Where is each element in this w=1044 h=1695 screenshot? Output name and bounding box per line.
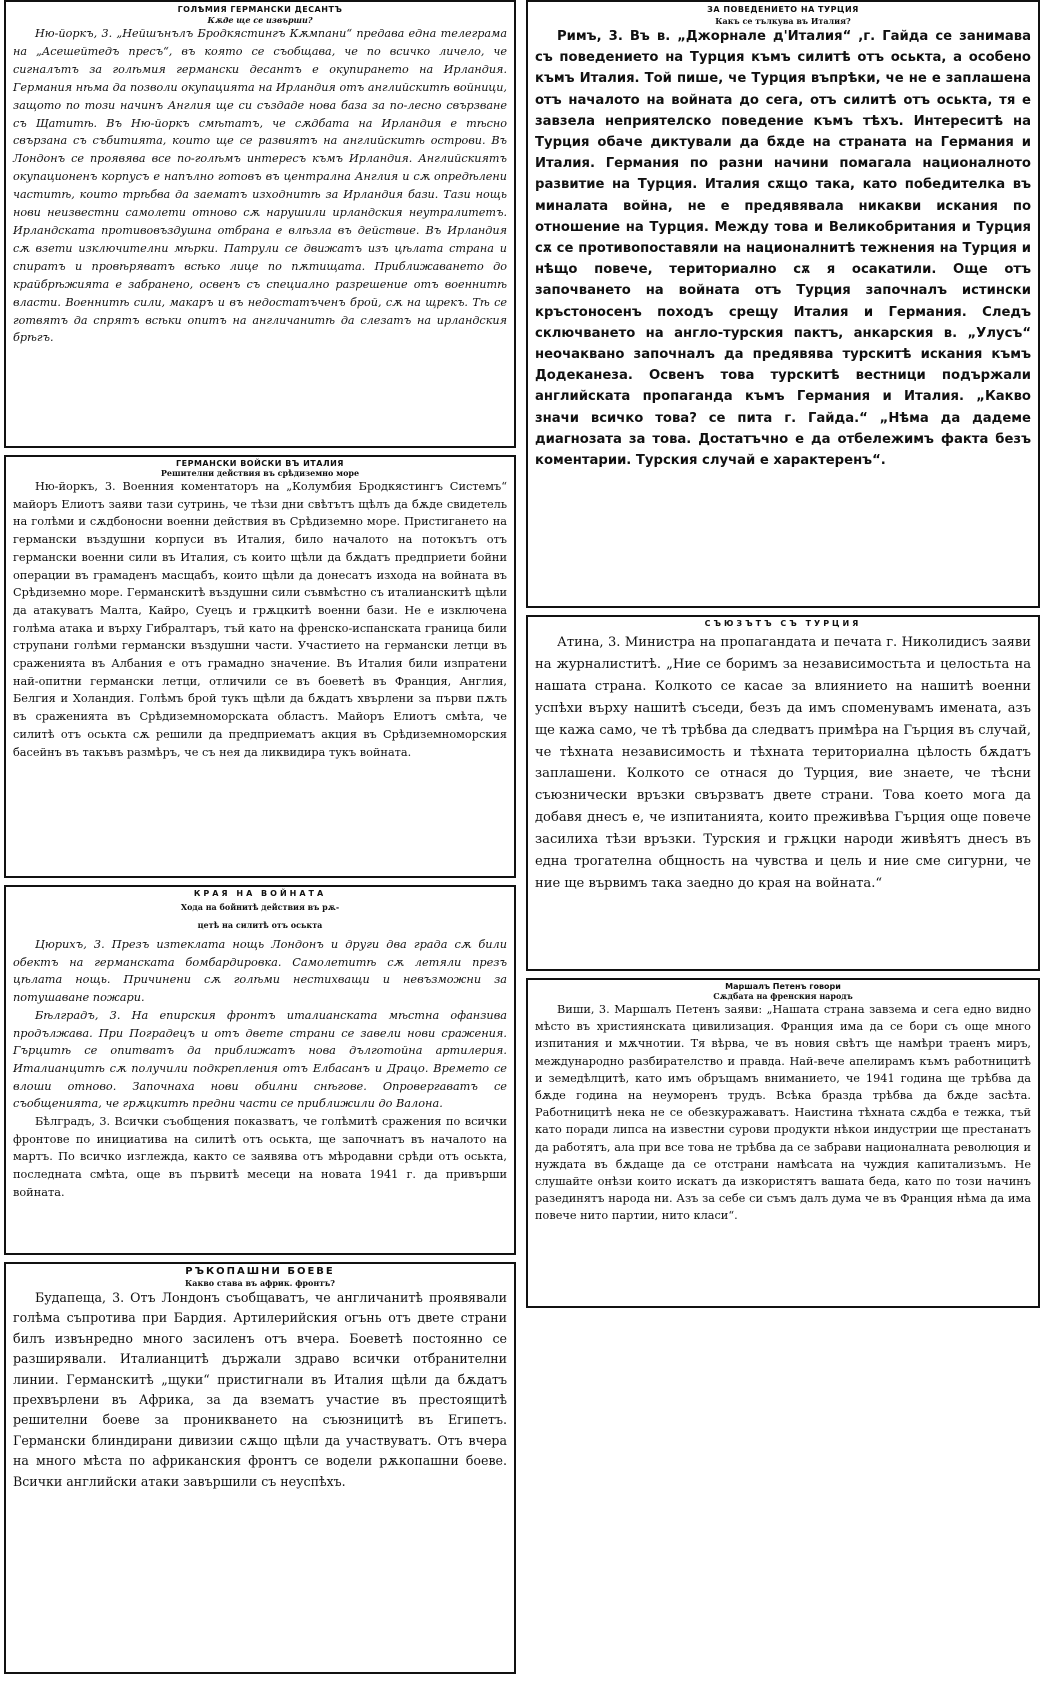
article-end-of-war [4, 885, 516, 1255]
headline: СЪЮЗЪТЪ СЪ ТУРЦИЯ [704, 619, 862, 628]
article-body: Будапеща, 3. Отъ Лондонъ съобщаватъ, че англичанитѣ проявявали голѣма съпротива при Бардия. Артилерийския огънь отъ двете страни билъ извънредно много засиленъ отъ вчера. Боеветѣ постоянно се разширявали. Италианцитѣ държали здраво всички отбранителни линии. Германскитѣ „щуки“ пристигнали въ Италия щѣли да бѫдатъ прехвърлени въ Африка, за да взематъ участие въ престоящитѣ решителни боеве за проникването на съюзницитѣ въ Египетъ. Германски блиндирани дивизии сѫщо щѣли да участвуватъ. Отъ вчера на много мѣста по африканския фронтъ се водели рѫкопашни боеве. Всички английски атаки завършили съ неуспѣхъ. [13, 1290, 507, 1489]
article-body: Виши, 3. Маршалъ Петенъ заяви: „Нашата страна завзема и сега едно видно мѣсто въ християнската цивилизация. Франция има да се бори съ още много изпитания и мѫчнотии. Тя вѣрва, че въ новия свѣтъ ще намѣри траенъ миръ, международно разбирателство и правда. Най-вече апелирамъ къмъ работницитѣ и земедѣлцитѣ, като имъ обръщамъ вниманието, че 1941 година ще трѣбва да бѫде година на неуморенъ трудъ. Всѣка бразда трѣбва да бѫде засѣта. Работницитѣ нека не се обезкуражаватъ. Наистина тѣхната сѫдба е тежка, тъй като поради липса на известни сурови продукти нѣкои индустрии ще престанатъ да работятъ, ала при все това не трѣбва да се забрави националната революция и нуждата въ бѫдаще да се отстрани намѣсата на чуждия капитализъмъ. Не слушайте онѣзи които искатъ да изкористятъ вашата беда, като по този начинъ разединятъ народа ни. Азъ за себе си съмъ далъ дума че въ Франция нѣма да има повече нито партии, нито класи“. [535, 1003, 1031, 1223]
article-paragraph: Бѣлградъ, 3. На епирския фронтъ италианската мѣстна офанзива продължава. При Поградецъ и отъ двете страни се завели нови сражения. Гърцитѣ се опитватъ да приближатъ нова дълготойна артилерия. Италианцитѣ сѫ получили подкрепления отъ Елбасанъ и Драцо. Времето се влоши отново. Започнаха нови обилни снѣгове. Опровергаватъ се съобщенията, че грѫцкитѣ предни части се приближили до Валона. [13, 1008, 507, 1111]
article-paragraph: Цюрихъ, 3. Презъ изтеклата нощь Лондонъ и други два града сѫ били обектъ на германската бомбардировка. Самолетитѣ сѫ летяли презъ цѣлата нощь. Причинени сѫ голѣми нестихващи и невъзможни за потушаване пожари. [13, 938, 507, 1005]
headline: ГЕРМАНСКИ ВОЙСКИ ВЪ ИТАЛИЯ [176, 459, 344, 468]
article-paragraph: Бѣлградъ, 3. Всички съобщения показватъ, че голѣмитѣ сражения по всички фронтове по инициатива на силитѣ отъ оськта, ще започнатъ въ началото на мартъ. По всичко изглежда, както се заявява отъ мѣродавни срѣди отъ оськта, последната смѣта, още въ първитѣ месеци на новата 1941 г. да привърши войната. [13, 1115, 507, 1199]
article-hand-to-hand-battles [4, 1262, 516, 1674]
subheadline: Кѫде ще се извърши? [207, 15, 313, 25]
article-body: Атина, 3. Министра на пропагандата и печата г. Николидисъ заяви на журналиститѣ. „Ние се боримъ за независимостьта и целостьта на нашата страна. Колкото се касае за влиянието на нашитѣ военни успѣхи върху нашитѣ съседи, безъ да имъ споменувамъ имената, азъ ще кажа само, че тѣ трѣбва да следватъ примѣра на Гърция въ случай, че тѣхната независимость и тѣхната териториална цѣлость бѫдатъ заплашени. Колкото се отнася до Турция, вие знаете, че тѣсни съюзнически връзки свързватъ двете страни. Това което мога да добавя днесъ е, че изпитанията, които преживѣва Гърция още повече засилиха тѣзи връзки. Турския и грѫцки народи живѣятъ днесъ въ една трогателна общность на чувства и цель и ние сме сигурни, че ние ще вървимъ така заедно до края на войната.“ [535, 635, 1031, 891]
subheadline: Какво става въ африк. фронтъ? [185, 1278, 335, 1288]
subheadline: Какъ се тълкува въ Италия? [715, 16, 851, 26]
subheadline-line-1: Хода на бойнитѣ действия въ рѫ- [180, 902, 340, 912]
headline: ЗА ПОВЕДЕНИЕТО НА ТУРЦИЯ [707, 5, 859, 14]
article-german-troops-italy [4, 455, 516, 878]
headline: КРАЯ НА ВОЙНАТА [193, 889, 327, 898]
article-german-landing [4, 0, 516, 448]
subheadline-line-2: цетѣ на силитѣ отъ оськта [197, 920, 323, 930]
subheadline: Сѫдбата на френския народъ [713, 991, 853, 1001]
article-body: Ню-йоркъ, 3. „Нейшънълъ Бродкястингъ Кѫмпани“ предава една телеграма на „Асешейтедъ пресъ“, въ която се съобщава, че по всичко личело, че сигналътъ за голѣмия германски десантъ е окупирането на Ирландия. Германия нѣма да позволи окупацията на Ирландия отъ английскитѣ войници, защото по този начинъ Англия ще си създаде нова база за по-лесно свързване съ Щатитѣ. Въ Ню-йоркъ смѣтатъ, че сѫдбата на Ирландия е тѣсно свързана съ събитията, които ще се развиятъ на английскитѣ острови. Въ Лондонъ се проявява все по-голѣмъ интересъ къмъ Ирландия. Английскиятъ окупационенъ корпусъ е напълно готовъ въ централна Англия и сѫ опредѣлени частитѣ, които трѣбва да заематъ изходнитѣ за Ирландия бази. Тази нощь нови неизвестни самолети отново сѫ нарушили ирландския неутралитетъ. Ирландската противовъздушна отбрана е влѣзла въ действие. Въ Ирландия сѫ взети изключителни мѣрки. Патрули се движатъ изъ цѣлата страна и спиратъ и провѣряватъ всѣко лице по пѫтищата. Приближаването до крайбрѣжията е забранено, освенъ съ специално разрешение отъ военнитѣ власти. Военнитѣ сили, макаръ и въ недостатъченъ брой, сѫ на щрекъ. Тѣ се готвятъ да спрятъ всѣки опитъ на англичанитѣ да слезатъ на ирландския брѣгъ. [13, 27, 507, 345]
subheadline: Решителни действия въ срѣдиземно море [160, 468, 360, 478]
article-marshal-petain [526, 978, 1040, 1308]
headline: ГОЛѢМИЯ ГЕРМАНСКИ ДЕСАНТЪ [177, 5, 343, 14]
article-body: Римъ, 3. Въ в. „Джорнале д'Италия“ ,г. Гайда се занимава съ поведението на Турция къмъ силитѣ отъ оськта, а особено къмъ Италия. Той пише, че Турция въпрѣки, че не е заплашена отъ началото на войната до сега, отъ силитѣ отъ оськта, тя е завзела неприятелско поведение къмъ тѣхъ. Интереситѣ на Турция обаче диктували да бѫде на страната на Германия и Италия. Германия по разни начини помагала националното развитие на Турция. Италия сѫщо така, като победителка въ миналата война, не е предявявала никакви искания по отношение на Турция. Между това и Великобритания и Турция сѫ се противопоставяли на националнитѣ тежнения на Турция и нѣщо повече, териториално сѫ я осакатили. Още отъ започването на войната отъ Турция започналъ истински кръстоносенъ походъ срещу Италия и Германия. Следъ сключването на англо-турския пактъ, анкарския в. „Улусъ“ неочаквано започналъ да предявява турскитѣ искания къмъ Додеканеза. Освенъ това турскитѣ вестници подържали английската пропаганда къмъ Германия и Италия. „Какво значи всичко това? се пита г. Гайда.“ „Нѣма да дадеме диагнозата за това. Достатъчно е да отбележимъ факта безъ коментарии. Турския случай е характеренъ“. [535, 29, 1031, 469]
headline: Маршалъ Петенъ говори [725, 982, 841, 991]
headline: РЪКОПАШНИ БОЕВЕ [185, 1266, 335, 1277]
article-turkey-behaviour [526, 0, 1040, 608]
article-alliance-with-turkey [526, 615, 1040, 971]
article-body: Ню-йоркъ, 3. Военния коментаторъ на „Колумбия Бродкястингъ Системъ“ майоръ Елиотъ заяви тази сутринь, че тѣзи дни свѣтътъ щѣлъ да бѫде свидетель на голѣми и сѫдбоносни военни действия въ Срѣдиземно море. Пристигането на германски въздушни корпуси въ Италия, било началото на потокътъ отъ германски военни сили въ Италия, съ които щѣли да бѫдатъ предприети бойни операции въ грамаденъ масщабъ, които щѣли да донесатъ изхода на войната въ Срѣдиземно море. Германскитѣ въздушни сили съвмѣстно съ италианскитѣ щѣли да атакуватъ Малта, Кайро, Суецъ и грѫцкитѣ военни бази. Не е изключена голѣма атака и върху Гибралтаръ, тъй като на френско-испанската граница били струпани голѣми германски въздушни части. Участието на германски летци въ сраженията въ Албания е отъ грамадно значение. Въ Италия били изпратени най-опитни германски летци, отличили се въ боеветѣ въ Франция, Англия, Белгия и Холандия. Голѣмъ брой тукъ щѣли да бѫдатъ хвърлени за първи пѫть въ сраженията въ Срѣдиземноморската областъ. Майоръ Елиотъ смѣта, че силитѣ отъ оськта сѫ решили да предприематъ акция въ Срѣдиземноморския басейнъ въ такъвъ размѣръ, че съ нея да ликвидира тукъ войната. [13, 480, 507, 759]
